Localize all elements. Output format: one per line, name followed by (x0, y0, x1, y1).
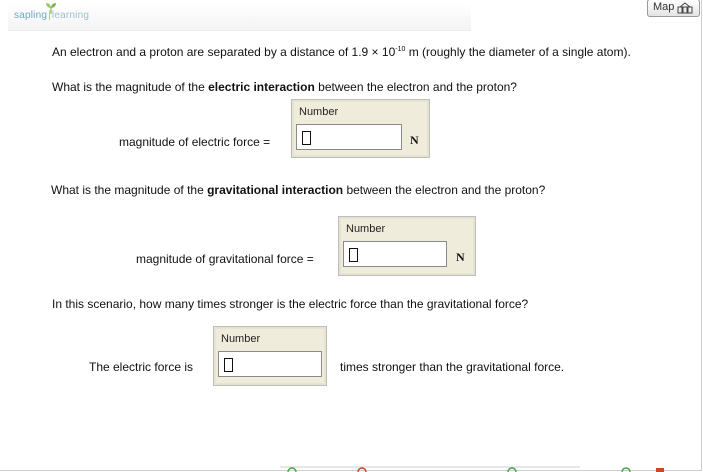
logo-text-right: learning (51, 10, 90, 21)
ratio-answer-box (213, 326, 327, 386)
problem-intro: An electron and a proton are separated by a distance of $1.9 \times 10^{-10}$ m (roughly the diameter of a single atom). (52, 45, 631, 59)
map-icon (677, 2, 693, 14)
ratio-label: The electric force is (89, 360, 194, 374)
question-electric: What is the magnitude of the electric interaction between the electron and the proton? (52, 80, 517, 94)
map-button-label: Map (653, 1, 675, 13)
number-caption: Number (221, 333, 261, 345)
map-button[interactable] (647, 0, 700, 17)
bottom-toolbar-fragment (280, 466, 700, 472)
number-caption: Number (346, 223, 386, 235)
question-gravitational: What is the magnitude of the gravitational interaction between the electron and the proton? (51, 183, 546, 197)
logo-separator: | (48, 10, 51, 21)
cursor-box-icon (224, 358, 233, 372)
question-ratio: In this scenario, how many times stronger is the electric force than the gravitational force? (52, 297, 529, 311)
unit-label: N (456, 250, 465, 264)
ratio-input[interactable] (218, 351, 322, 377)
cursor-box-icon (302, 131, 311, 145)
sapling-logo (14, 10, 89, 21)
electric-force-label: magnitude of electric force = (119, 135, 271, 149)
logo-text-left: sapling (14, 10, 48, 21)
cursor-box-icon (349, 248, 358, 262)
electric-force-input[interactable] (296, 124, 402, 150)
gravitational-force-label: magnitude of gravitational force = (136, 252, 314, 266)
header-bar (8, 4, 471, 31)
sapling-leaf-icon (44, 2, 58, 14)
gravitational-force-input[interactable] (343, 241, 447, 267)
ratio-suffix-label: times stronger than the gravitational force. (340, 360, 565, 374)
electric-answer-box (291, 99, 430, 158)
gravitational-answer-box (338, 216, 476, 276)
unit-label: N (410, 133, 419, 147)
exponent: -10 (395, 46, 406, 53)
number-caption: Number (299, 106, 339, 118)
